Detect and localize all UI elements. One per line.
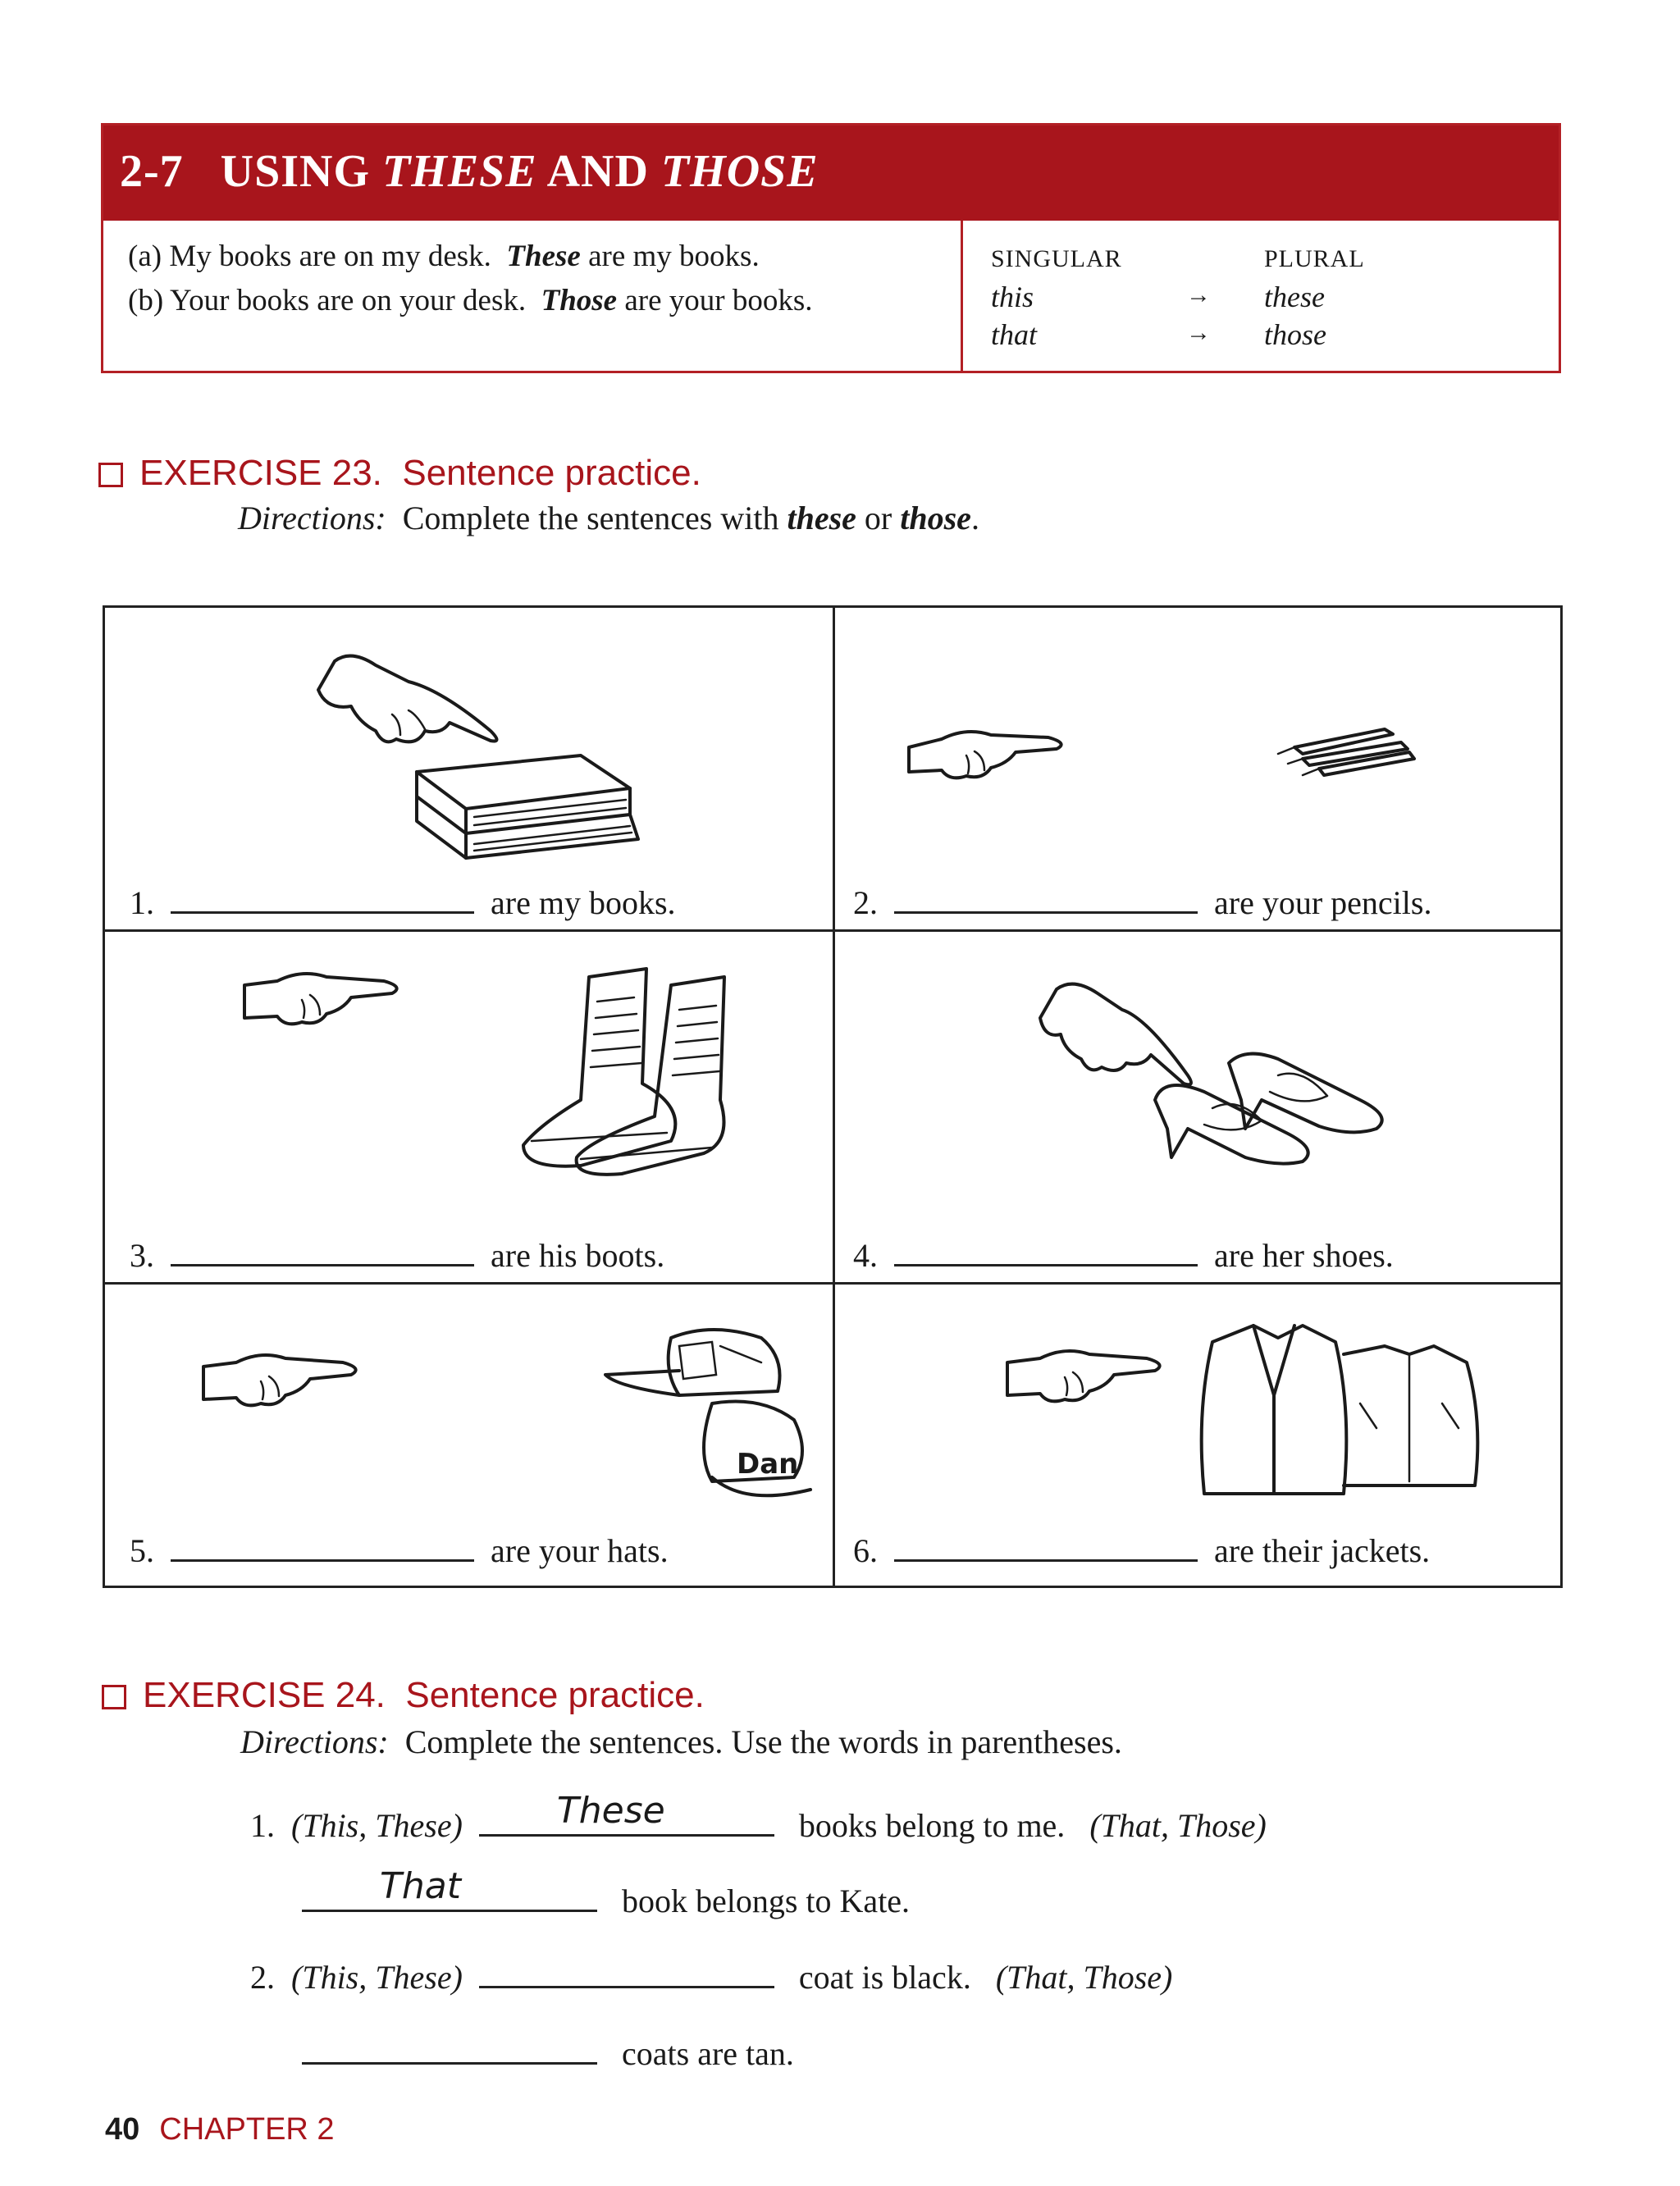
plural-these: these — [1264, 281, 1325, 313]
pointing-hand-icon — [318, 656, 497, 742]
exercise24-item-1-line-1: 1. (This, These) These books belong to me. (That, Those) — [250, 1790, 1267, 1844]
chart-divider — [961, 221, 963, 373]
answer-blank[interactable] — [302, 2024, 597, 2065]
answer-blank[interactable] — [171, 879, 474, 914]
page-number: 40 — [105, 2112, 140, 2147]
arrow-icon: → — [1186, 281, 1211, 308]
exercise23-item-6: 6. are their jackets. — [853, 1527, 1430, 1570]
exercise23-grid — [103, 605, 1563, 1588]
shoes-icon — [1155, 1054, 1382, 1164]
handwritten-answer: These — [556, 1790, 665, 1832]
chart-example-a: (a) My books are on my desk. These are my books. — [128, 240, 760, 273]
grid-divider — [105, 1282, 1560, 1285]
chart-title-these: THESE — [382, 146, 537, 197]
exercise24-heading: EXERCISE 24. Sentence practice. — [102, 1675, 705, 1716]
hand-pointing-at-shoes-illustration — [1016, 952, 1475, 1198]
plural-header: PLURAL — [1264, 245, 1365, 272]
grammar-chart — [101, 123, 1561, 373]
exercise23-item-1: 1. are my books. — [130, 879, 676, 922]
hand-pointing-at-jackets-illustration — [991, 1313, 1516, 1510]
chart-title-prefix: USING — [220, 146, 371, 197]
pointing-hand-icon — [1007, 1351, 1160, 1401]
answer-blank[interactable] — [894, 879, 1198, 914]
answer-blank[interactable] — [894, 1231, 1198, 1266]
chart-example-b: (b) Your books are on your desk. Those are your books. — [128, 284, 813, 317]
checkbox-icon — [98, 463, 123, 487]
singular-that: that — [991, 318, 1038, 351]
answer-blank[interactable] — [479, 1790, 774, 1837]
boots-icon — [523, 969, 724, 1175]
pointing-hand-icon — [244, 974, 397, 1024]
exercise23-directions: Directions: Complete the sentences with these or those. — [238, 500, 979, 536]
hand-pointing-at-boots-illustration — [228, 952, 819, 1198]
grid-divider — [833, 608, 835, 1586]
exercise24-item-2-line-1: 2. (This, These) coat is black. (That, Those) — [250, 1948, 1172, 1997]
exercise23-heading: EXERCISE 23. Sentence practice. — [98, 453, 701, 494]
plural-those: those — [1264, 318, 1326, 351]
exercise24-item-1-line-2: That book belongs to Kate. — [302, 1872, 910, 1920]
chart-title-those: THOSE — [660, 146, 819, 197]
hand-pointing-at-hats-illustration — [187, 1313, 827, 1510]
books-icon — [417, 755, 638, 858]
answer-blank[interactable] — [479, 1948, 774, 1988]
checkbox-icon — [102, 1685, 126, 1709]
exercise24-item-2-line-2: coats are tan. — [302, 2024, 794, 2073]
pointing-hand-icon — [203, 1355, 356, 1405]
exercise23-item-2: 2. are your pencils. — [853, 879, 1431, 922]
answer-blank[interactable] — [171, 1231, 474, 1266]
exercise24-directions: Directions: Complete the sentences. Use the words in parentheses. — [240, 1723, 1122, 1760]
exercise23-item-5: 5. are your hats. — [130, 1527, 669, 1570]
handwritten-answer: That — [380, 1865, 461, 1907]
chart-title-and: AND — [546, 146, 649, 197]
chapter-label: CHAPTER 2 — [159, 2112, 335, 2147]
answer-blank[interactable] — [302, 1865, 597, 1912]
jackets-icon — [1202, 1326, 1478, 1494]
singular-header: SINGULAR — [991, 245, 1122, 272]
chart-title — [120, 145, 819, 198]
page-footer — [105, 2112, 335, 2147]
pointing-hand-icon — [909, 732, 1061, 778]
chart-number: 2-7 — [120, 146, 184, 197]
answer-blank[interactable] — [894, 1527, 1198, 1562]
cap-label: Dan — [737, 1448, 799, 1481]
pointing-hand-icon — [1040, 984, 1191, 1085]
chart-header — [103, 126, 1559, 221]
hand-pointing-at-pencils-illustration — [892, 706, 1516, 837]
exercise23-item-3: 3. are his boots. — [130, 1231, 664, 1275]
grid-divider — [105, 929, 1560, 932]
answer-blank[interactable] — [171, 1527, 474, 1562]
pencils-icon — [1278, 729, 1414, 775]
exercise23-item-4: 4. are her shoes. — [853, 1231, 1394, 1275]
arrow-icon: → — [1186, 319, 1211, 346]
singular-this: this — [991, 281, 1034, 313]
hand-pointing-at-books-illustration — [302, 632, 761, 879]
